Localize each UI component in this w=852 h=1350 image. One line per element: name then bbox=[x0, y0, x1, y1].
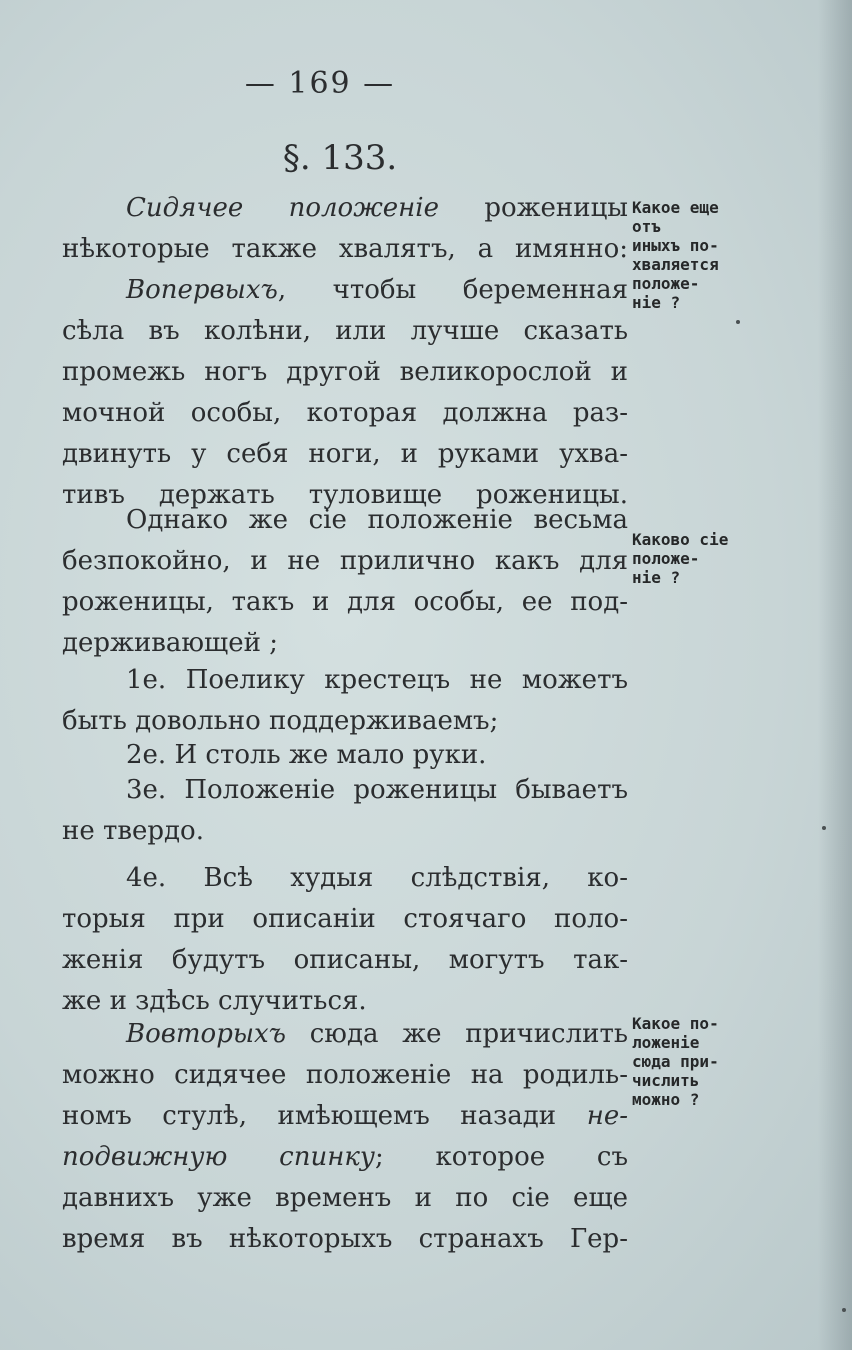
text-line: давнихъ уже временъ и по сіе еще bbox=[62, 1183, 628, 1213]
text-line: держивающей ; bbox=[62, 628, 278, 658]
paragraph-2 bbox=[62, 500, 628, 664]
text-line: женія будутъ описаны, могутъ так- bbox=[62, 945, 628, 975]
text-line: Однако же сіе положеніе весьма bbox=[126, 505, 628, 535]
text-line: сѣла въ колѣни, или лучше сказать bbox=[62, 316, 628, 346]
text-line: промежь ногъ другой великорослой и bbox=[62, 357, 628, 387]
text-line: же и здѣсь случиться. bbox=[62, 986, 367, 1016]
section-heading: §. 133. bbox=[282, 138, 398, 178]
text-line: время въ нѣкоторыхъ странахъ Гер- bbox=[62, 1224, 628, 1254]
margin-note-2 bbox=[632, 530, 772, 587]
paragraph-3 bbox=[62, 660, 628, 742]
text-line: безпокойно, и не прилично какъ для bbox=[62, 546, 628, 576]
text-line: Вовторыхъ сюда же причислить bbox=[126, 1019, 628, 1049]
text-line: нѣкоторые также хвалятъ, а имянно: bbox=[62, 234, 628, 264]
text-line: подвижную спинку; которое съ bbox=[62, 1142, 628, 1172]
margin-note-line: можно ? bbox=[632, 1090, 700, 1109]
margin-note-line: ніе ? bbox=[632, 293, 681, 312]
text-line: мочной особы, которая должна раз- bbox=[62, 398, 628, 428]
paragraph-5 bbox=[62, 770, 628, 852]
text-line: можно сидячее положеніе на родиль- bbox=[62, 1060, 628, 1090]
margin-note-line: ніе ? bbox=[632, 568, 681, 587]
margin-note-line: хваляется bbox=[632, 255, 719, 274]
text-line: не твердо. bbox=[62, 816, 204, 846]
margin-note-1 bbox=[632, 198, 772, 312]
text-line: роженицы, такъ и для особы, ее под- bbox=[62, 587, 628, 617]
text-line: двинуть у себя ноги, и руками ухва- bbox=[62, 439, 628, 469]
margin-note-line: Какое еще bbox=[632, 198, 719, 217]
page-number: — 169 — bbox=[244, 66, 396, 101]
page-edge-shadow bbox=[818, 0, 852, 1350]
paper-speck bbox=[822, 826, 826, 830]
paper-speck bbox=[842, 1308, 846, 1312]
paper-speck bbox=[736, 320, 740, 324]
text-line: 2е. И столь же мало руки. bbox=[126, 740, 487, 770]
paragraph-6 bbox=[62, 858, 628, 1022]
margin-note-line: Каково сіе bbox=[632, 530, 729, 549]
margin-note-line: ложеніе bbox=[632, 1033, 700, 1052]
margin-note-line: сюда при- bbox=[632, 1052, 719, 1071]
text-line: номъ стулѣ, имѣющемъ назади не- bbox=[62, 1101, 628, 1131]
margin-note-line: Какое по- bbox=[632, 1014, 719, 1033]
margin-note-3 bbox=[632, 1014, 772, 1109]
text-line: 4е. Всѣ худыя слѣдствія, ко- bbox=[126, 863, 628, 893]
text-line: Вопервыхъ, чтобы беременная bbox=[126, 275, 628, 305]
paragraph-1 bbox=[62, 188, 628, 516]
text-line: 3е. Положеніе роженицы бываетъ bbox=[126, 775, 628, 805]
text-line: 1е. Поелику крестецъ не можетъ bbox=[126, 665, 628, 695]
paragraph-7 bbox=[62, 1014, 628, 1260]
text-line: торыя при описаніи стоячаго поло- bbox=[62, 904, 628, 934]
margin-note-line: положе- bbox=[632, 274, 700, 293]
margin-note-line: иныхъ по- bbox=[632, 236, 719, 255]
text-line: тивъ держать туловище роженицы. bbox=[62, 480, 628, 510]
text-line: быть довольно поддерживаемъ; bbox=[62, 706, 499, 736]
margin-note-line: числить bbox=[632, 1071, 700, 1090]
text-line: Сидячее положеніе роженицы bbox=[126, 193, 628, 223]
margin-note-line: отъ bbox=[632, 217, 661, 236]
margin-note-line: положе- bbox=[632, 549, 700, 568]
